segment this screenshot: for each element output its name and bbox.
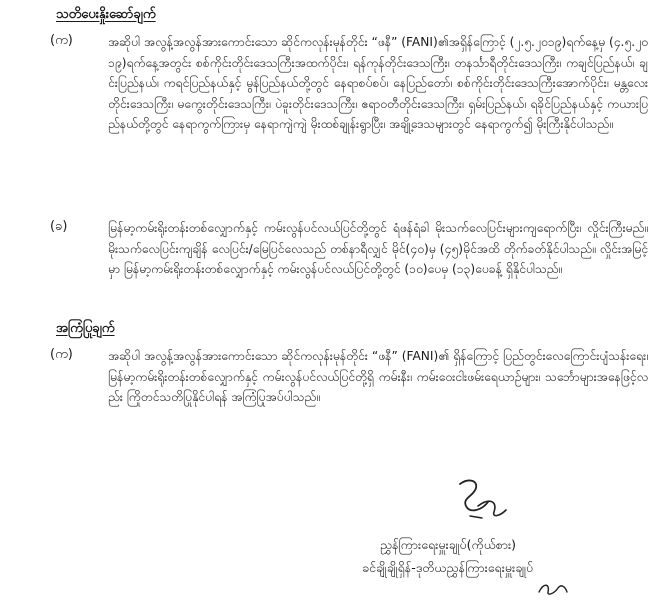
signatory-position: ခင်ချိုချိုရှိန်-ဒုတိယညွှန်ကြားရေးမှူးချုပ် bbox=[362, 560, 534, 575]
paragraph-number: (က) bbox=[50, 33, 73, 48]
paragraph-text: အဆိုပါ အလွန့်အလွန်အားကောင်းသော ဆိုင်ကလုန်းမုန်တိုင်း “ဖနီ” (FANI)၏ ရှိန်ကြောင့် ပြည်တွင်းလေကြောင်းပျံသန်းရေး၊ မြန်မာ့ကမ်းရိုးတန်းတစ်လျှောက်နှင့် ကမ်းလွန်ပင်လယ်ပြင်တို့ရှိ ကမ်းနီး၊ ကမ်းဝေးငါးဖမ်းရေယာဉ်များ၊ သင်္ဘောများအနေဖြင့်လည်း ကြိုတင်သတိပြုနိုင်ပါရန် အကြံပြုအပ်ပါသည်။ bbox=[108, 349, 648, 404]
paragraph-number: (ခ) bbox=[50, 219, 68, 234]
initials-signature bbox=[536, 578, 570, 600]
handwritten-signature bbox=[448, 476, 518, 526]
signatory-title: ညွှန်ကြားရေးမှူးချုပ်(ကိုယ်စား) bbox=[380, 537, 517, 552]
paragraph-number: (က) bbox=[50, 347, 73, 362]
paragraph-text: အဆိုပါ အလွန့်အလွန်အားကောင်းသော ဆိုင်ကလုန်းမုန်တိုင်း “ဖနီ” (FANI)၏အရှိန်ကြောင့် (၂.၅.၂၀၁၉)ရက်နေ့မှ (၄.၅.၂၀၁၉)ရက်နေ့အတွင်း စစ်ကိုင်းတိုင်းဒေသကြီးအထက်ပိုင်း၊ ရန်ကုန်တိုင်းဒေသကြီး၊ တနင်္သာရီတိုင်းဒေသကြီး၊ ကချင်ပြည်နယ်၊ ချင်းပြည်နယ်၊ ကရင်ပြည်နယ်နှင့် မွန်ပြည်နယ်တို့တွင် နေရာစပ်စပ်၊ နေပြည်တော်၊ စစ်ကိုင်းတိုင်းဒေသကြီးအောက်ပိုင်း၊ မန္တလေးတိုင်းဒေသကြီး၊ မကွေးတိုင်းဒေသကြီး၊ ပဲခူးတိုင်းဒေသကြီး၊ ဧရာဝတီတိုင်းဒေသကြီး၊ ရှမ်းပြည်နယ်၊ ရခိုင်ပြည်နယ်နှင့် ကယားပြည်နယ်တို့တွင် နေရာကွက်ကြားမှ နေရာကျဲကျဲ မိုးထစ်ချုန်းရွာပြီး၊ အချို့ဒေသများတွင် နေရာကွက်၍ မိုးကြီးနိုင်ပါသည်။ bbox=[108, 35, 648, 131]
warning-paragraph-2 bbox=[50, 218, 648, 280]
section-heading-warning: သတိပေးနှိုးဆော်ချက် bbox=[56, 7, 156, 22]
advice-paragraph-1 bbox=[50, 346, 648, 408]
warning-paragraph-1 bbox=[50, 32, 648, 135]
paragraph-text: မြန်မာ့ကမ်းရိုးတန်းတစ်လျှောက်နှင့် ကမ်းလွန်ပင်လယ်ပြင်တို့တွင် ရံဖန်ရံခါ မိုးသက်လေပြင်းများကျရောက်ပြီး၊ လှိုင်းကြီးမည်။ မိုးသက်လေပြင်းကျချိန် လေပြင်း/မြေပြင်လေသည် တစ်နာရီလျှင် မိုင်(၄၀)မှ (၄၅)မိုင်အထိ တိုက်ခတ်နိုင်ပါသည်။ လှိုင်းအမြင့်မှာ မြန်မာ့ကမ်းရိုးတန်းတစ်လျှောက်နှင့် ကမ်းလွန်ပင်လယ်ပြင်တို့တွင် (၁၀)ပေမှ (၁၃)ပေခန့် ရှိနိုင်ပါသည်။ bbox=[108, 221, 648, 276]
section-heading-advice: အကြံပြုချက် bbox=[56, 321, 115, 336]
